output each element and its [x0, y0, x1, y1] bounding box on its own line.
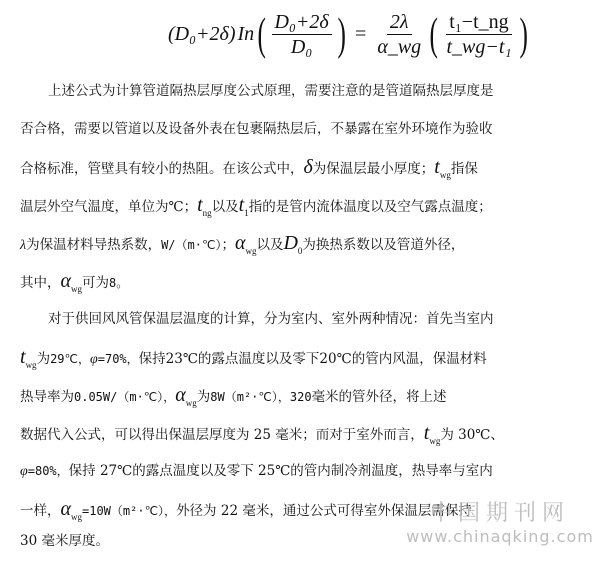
formula-right-num: t₁−t_ng [446, 10, 511, 35]
symbol-base: t [197, 194, 203, 216]
p2-text: 为 30℃、 [440, 427, 504, 443]
formula-lhs-factor: (D₀+2δ) [168, 22, 236, 45]
alpha-wg-symbol [235, 232, 257, 254]
p2-text: 热导率为 [20, 389, 74, 405]
alpha-wg-symbol [175, 384, 197, 406]
p2-line [20, 338, 592, 376]
article-body [20, 72, 592, 554]
p2-text: 为 [196, 389, 211, 405]
p2-text: 数据代入公式，可以得出保温层厚度为 25 毫米；而对于室外而言， [20, 427, 424, 443]
symbol-base: α [60, 270, 71, 292]
watermark-cn: 中国期刊网 [429, 501, 570, 526]
value-text: 8。 [109, 276, 129, 290]
p1-text: 为保温层最小厚度； [312, 161, 435, 177]
p1-text: 可为 [82, 275, 109, 291]
formula-left-num: D₀+2δ [272, 10, 332, 35]
p1-text: 指保 [450, 161, 478, 177]
symbol-sub: wg [429, 436, 441, 446]
p2-line [20, 414, 592, 452]
alpha-wg-symbol [61, 498, 83, 520]
formula-left-den: D₀ [290, 35, 313, 58]
symbol-base: α [175, 384, 186, 406]
p1-line [20, 110, 592, 148]
formula-left-fraction [272, 10, 332, 59]
formula-right-den: t_wg−t₁ [446, 35, 512, 58]
p1-text: 指的是管内流体温度以及空气露点温度； [248, 199, 492, 215]
formula-mid-den: α_wg [377, 35, 422, 58]
p1-text: 温层外空气温度，单位为℃； [20, 199, 198, 215]
p2-line [20, 376, 592, 414]
symbol-sub: wg [71, 284, 82, 294]
d0-symbol [283, 232, 302, 254]
symbol-base: t [238, 194, 245, 216]
unit-text: W/（m·℃） [161, 238, 222, 252]
formula-mid-fraction [374, 10, 424, 59]
formula-ln: In [237, 22, 255, 45]
p2-text: 外径为 22 毫米，通过公式可得室外保温层需保持 [176, 503, 472, 519]
paren-open-icon: ( [429, 8, 439, 59]
symbol-base: α [234, 232, 246, 254]
p1-text: 为保温材料导热系数， [26, 237, 162, 253]
symbol-base: α [60, 498, 71, 520]
t-wg-symbol [424, 422, 441, 444]
value-text: 29℃， [50, 352, 90, 366]
formula-equals: = [355, 22, 367, 45]
symbol-base: D [283, 232, 298, 254]
symbol-base: t [423, 422, 430, 444]
symbol-base: t [434, 156, 440, 178]
value-text: =70%， [97, 352, 139, 366]
p2-text: 毫米的管外径，将上述 [311, 389, 447, 405]
p1-line [20, 224, 592, 262]
p2-line [20, 452, 592, 490]
value-text: =10W（m²·℃）， [82, 504, 177, 518]
p2-text: 保持 27℃的露点温度以及零下 25℃的管内制冷剂温度，热导率与室内 [68, 463, 493, 479]
p1-text: 以及 [256, 237, 284, 253]
p1-text: 合格标准，管壁具有较小的热阻。在该公式中， [20, 161, 304, 177]
p1-text: 为换热系数以及管道外径， [302, 237, 465, 253]
lambda-symbol: λ [20, 238, 27, 253]
p1-text: 以及 [211, 199, 239, 215]
p1-text: 其中， [20, 275, 61, 291]
value-text: =80%， [27, 464, 69, 478]
symbol-sub: 0 [297, 246, 303, 256]
symbol-sub: wg [439, 170, 451, 180]
p2-line [20, 300, 592, 338]
watermark [400, 496, 600, 546]
formula-right-fraction [444, 10, 515, 59]
p1-line [20, 262, 592, 300]
p2-text: 为 [36, 351, 51, 367]
p1-text: ； [221, 237, 235, 253]
paren-close-icon: ) [519, 8, 529, 59]
symbol-sub: ng [202, 208, 212, 218]
p1-text: 否合格，需要以管道以及设备外表在包裹隔热层后，不暴露在室外环境作为验收 [20, 121, 493, 137]
symbol-sub: wg [245, 246, 257, 256]
phi-symbol: φ [20, 464, 28, 479]
t-1-symbol [239, 194, 249, 216]
t-ng-symbol [197, 194, 212, 216]
symbol-base: t [20, 346, 26, 368]
p2-text: 30 毫米厚度。 [20, 533, 109, 549]
p1-line [20, 186, 592, 224]
delta-symbol: δ [303, 156, 313, 178]
symbol-sub: 1 [244, 208, 249, 218]
phi-symbol: φ [90, 352, 98, 367]
value-text: 0.05W/（m·℃）， [74, 390, 176, 404]
paren-close-icon: ) [337, 8, 346, 59]
symbol-sub: wg [25, 360, 37, 370]
formula [168, 6, 532, 62]
symbol-sub: wg [71, 512, 82, 522]
paren-open-icon: ( [257, 8, 267, 59]
p1-line [20, 72, 592, 110]
formula-mid-num: 2λ [387, 10, 412, 35]
p2-text: 一样， [20, 503, 61, 519]
value-text: 8W（m²·℃），320 [210, 390, 312, 404]
p2-text: 保持23℃的露点温度以及零下20℃的管内风温，保温材料 [138, 351, 487, 367]
t-wg-symbol [20, 346, 37, 368]
watermark-url: www.chinaqking.com [406, 527, 594, 546]
p2-text: 对于供回风风管保温层温度的计算，分为室内、室外两种情况：首先当室内 [48, 311, 494, 327]
p1-line [20, 148, 592, 186]
alpha-wg-symbol [61, 270, 83, 292]
t-wg-symbol [434, 156, 451, 178]
p1-text: 上述公式为计算管道隔热层厚度公式原理，需要注意的是管道隔热层厚度是 [48, 83, 494, 99]
symbol-sub: wg [185, 398, 197, 408]
